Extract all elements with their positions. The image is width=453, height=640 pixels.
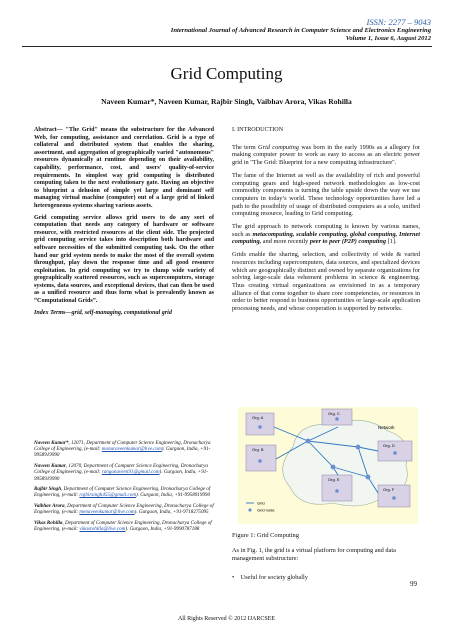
introduction: [232, 127, 420, 318]
affiliation-5: [34, 520, 214, 532]
affiliation-tail: ). Gurgaon, India, +91-9718275095: [134, 509, 209, 516]
affiliation-1: [34, 440, 214, 459]
affiliation-tail: ). Gurgaon, India, +91-9958919990: [34, 469, 209, 482]
affiliation-tail: ). Gurgaon, India, +91-9958919990: [136, 492, 211, 499]
org-a-label: Org. A: [252, 415, 264, 420]
org-e-box: [322, 475, 352, 501]
header-rule: [22, 46, 432, 47]
grid-node: [258, 459, 262, 463]
org-a-box: [246, 413, 274, 435]
org-b-label: Org. B: [252, 447, 264, 452]
grid-node: [393, 451, 397, 455]
intro-text: The term: [232, 143, 259, 151]
affiliation-tail: ). Gurgaon, India, +91-9958919990: [34, 446, 211, 459]
grid-node: [335, 489, 339, 493]
affiliation-name: Rajbir Singh: [34, 486, 62, 493]
intro-paragraph-2: The fame of the Internet as well as the availability of rich and powerful computing gears and high-speed network methodologies as low-cost commodity components is turning the table upside down the way we use computers in today’s world. These technology opportunities have led a path to the possibility of usage of distributed computers as a solo, unified computing resource, leading to Grid computing.: [232, 171, 420, 218]
affiliation-4: [34, 503, 214, 515]
email-link[interactable]: ranganaveen91@gmail.com: [101, 469, 160, 476]
email-link[interactable]: rajbirsingh455@gmail.com: [79, 492, 137, 499]
journal-name: International Journal of Advanced Research in Computer Science and Electronics Engineering: [170, 27, 431, 34]
abstract: [34, 127, 214, 321]
grid-node: [356, 445, 361, 450]
affiliation-text: , 12071, Department of Computer Science Engineering, Dronacharya College of Engineering, (e-mail:: [34, 440, 211, 453]
issn: ISSN: 2277 – 9043: [366, 17, 431, 27]
abstract-paragraph-1: Abstract— "The Grid" means the substructure for the Advanced Web, for computing, assistance and correlation. Grid is a type of collateral and distributed system that enables the sharing, assortment, and aggregation of geographically varied "autonomous" resources dynamically at runtime depending on their availability, capability, performance, cost, and users' quality-of-service requirements. In simplest way grid computing is distributed computing taken to the next evolutionary gate. Having an objective to blueprint a delusion of simple yet large and dominant self managing virtual machine (computer) out of a large grid of linked heterogeneous systems sharing various assets.: [34, 127, 214, 209]
org-c-label: Org. C: [328, 411, 340, 416]
intro-text: [1].: [386, 238, 397, 246]
org-e-label: Org. E: [328, 477, 340, 482]
affiliation-name: Naveen Kumar: [34, 463, 66, 470]
affiliation-tail: ). Gurgaon, India, +91-9990787188: [125, 526, 200, 533]
grid-node: [258, 425, 262, 429]
org-d-box: [378, 441, 412, 461]
org-b-box: [246, 445, 276, 471]
affiliation-name: Vikas Rohilla: [34, 520, 63, 527]
bullet-item: [232, 574, 308, 581]
intro-text: was born in the early 1990s as a allegory for making computer power to work as easy to access as an electric power grid in "The Grid: Blueprint for a new computing infrastructure".: [232, 143, 421, 167]
org-c-box: [322, 409, 352, 425]
org-f-box: [378, 485, 410, 507]
copyright-footer: All Rights Reserved © 2012 IJARCSEE: [177, 616, 276, 622]
bullet-icon: •: [232, 574, 241, 581]
intro-paragraph-3: [232, 223, 420, 246]
legend-node-label: Grid node: [257, 507, 275, 513]
intro-emphasis: Grid computing: [258, 143, 299, 151]
paper-title: Grid Computing: [170, 64, 283, 83]
grid-node: [306, 439, 311, 444]
network-label: Network: [378, 425, 395, 430]
intro-terms: metacomputing, scalable computing, global computing, Internet computing,: [232, 230, 421, 246]
grid-computing-figure: [238, 407, 418, 524]
grid-node: [392, 496, 396, 500]
org-d-label: Org. D: [383, 443, 395, 448]
figure-caption: Figure 1: Grid Computing: [232, 532, 299, 539]
intro-text: and more recently: [261, 238, 310, 246]
affiliation-name: Vaibhav Arora: [34, 503, 65, 510]
index-terms: Index Terms—grid, self-managing, computational grid: [34, 309, 172, 316]
email-link[interactable]: monuraveenkumar@live.com: [101, 446, 162, 453]
affiliation-2: [34, 463, 214, 482]
bullet-text: Useful for society globally: [240, 574, 308, 581]
email-link[interactable]: menaveenkumar@live.com: [79, 509, 135, 516]
grid-node: [335, 417, 339, 421]
abstract-paragraph-2: Grid computing service allows grid users to do any sort of computation that needs any category of hardware or software resource, with restricted resources at the client side. The projected grid computing service takes into description both hardware and software necessities of the submitted computing task. On the other hand our grid system needs to make the most of the overall system throughput, play down the response time and all good resource exploitation. In grid computing we try to clump wide variety of geographically scattered resources, such as supercomputers, storage systems, data sources, and exceptional devices, that can then be used as a unified resource and thus form what is prevalently known as “Computational Grids”.: [34, 214, 214, 305]
intro-paragraph-1: [232, 144, 420, 167]
figure-description: As in Fig. 1, the grid is a virtual platform for computing and data management substructure:: [232, 547, 396, 562]
affiliations: [34, 440, 214, 537]
affiliation-name: Naveen Kumar*: [34, 440, 69, 446]
intro-text: The grid approach to network computing is known by various names, such as: [232, 223, 420, 238]
email-link[interactable]: vikasrohilla@live.com: [79, 526, 126, 533]
intro-paragraph-4: Grids enable the sharing, selection, and collectivity of wide & varied resources including supercomputers, data sources, and specialized devices which are geographically distinct and owned by separate organizations for solving large-scale data vehement problems in science & engineering. Thus creating virtual organizations as envisioned in as a temporary alliance of that come together to share core competencies, or resources in order to better respond to business opportunities or large-scale application processing needs, and whose cooperation is supported by networks.: [232, 251, 420, 313]
page-number: 99: [410, 580, 417, 588]
affiliation-text: , Department of Computer Science Engineering, Dronacharya College of Engineering, (e-mail:: [34, 503, 214, 516]
legend-grid-label: Grid: [257, 500, 265, 506]
journal-header: [31, 27, 431, 43]
intro-terms: peer to peer (P2P) computing: [309, 238, 387, 246]
legend-node-swatch: [248, 508, 251, 511]
affiliation-text: , Department of Computer Science Engineering, Dronacharya College of Engineering, (e-mail:: [34, 486, 211, 499]
grid-node: [331, 465, 336, 470]
journal-volume: Volume 1, Issue 6, August 2012: [345, 35, 431, 43]
org-f-label: Org. F: [383, 487, 395, 492]
affiliation-text: , 12070, Department of Computer Science Engineering, Dronacharya College of Engineering, (e-mail:: [34, 463, 208, 476]
affiliation-text: , Department of Computer Science Engineering, Dronacharya College of Engineering, (e-mail:: [34, 520, 212, 533]
affiliation-3: [34, 486, 214, 498]
section-heading: I. INTRODUCTION: [232, 127, 284, 133]
grid-node: [366, 475, 371, 480]
authors: Naveen Kumar*, Naveen Kumar, Rajbir Singh, Vaibhav Arora, Vikas Rohilla: [101, 97, 352, 106]
